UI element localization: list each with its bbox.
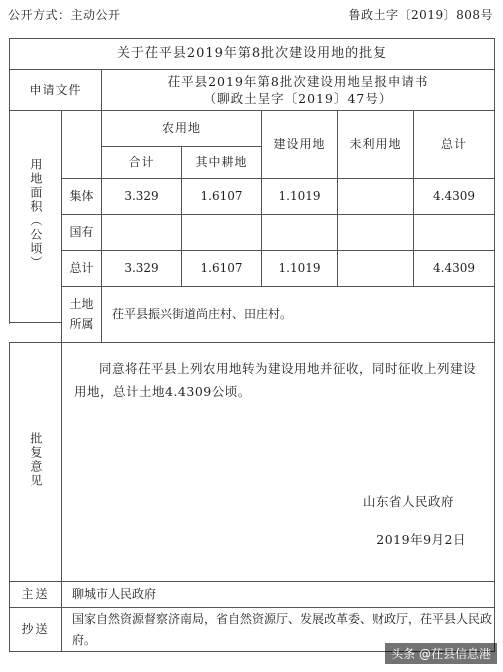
blank-header bbox=[62, 111, 102, 179]
arable-value: 1.6107 bbox=[182, 251, 262, 287]
construction-value bbox=[262, 215, 338, 251]
approving-authority: 山东省人民政府 bbox=[362, 494, 454, 509]
row-label: 集体 bbox=[62, 179, 102, 215]
area-side-label-cell bbox=[10, 111, 62, 323]
document-title: 关于茌平县2019年第8批次建设用地的批复 bbox=[10, 39, 495, 70]
unused-value bbox=[338, 215, 414, 251]
arable-value bbox=[182, 215, 262, 251]
table-row bbox=[10, 251, 495, 287]
disclosure-mode: 公开方式：主动公开 bbox=[8, 8, 121, 22]
row-label: 总计 bbox=[62, 251, 102, 287]
total-header: 总计 bbox=[414, 111, 495, 179]
ownership-label-cell bbox=[62, 287, 102, 343]
total-value: 4.4309 bbox=[414, 251, 495, 287]
approval-label: 批复意见 bbox=[28, 431, 43, 488]
table-row bbox=[10, 215, 495, 251]
application-title: 茌平县2019年第8批次建设用地呈报申请书 bbox=[167, 73, 429, 89]
unused-land-header: 未利用地 bbox=[338, 111, 414, 179]
main-recipient-value: 聊城市人民政府 bbox=[62, 582, 495, 608]
subtotal-value bbox=[102, 215, 182, 251]
ownership-value: 茌平县振兴街道尚庄村、田庄村。 bbox=[102, 287, 495, 343]
subtotal-value: 3.329 bbox=[102, 179, 182, 215]
main-recipient-label: 主送 bbox=[10, 582, 62, 608]
approval-date: 2019年9月2日 bbox=[376, 532, 466, 547]
document-number: 鲁政土字〔2019〕808号 bbox=[348, 8, 493, 22]
cc-label: 抄送 bbox=[10, 608, 62, 652]
approval-form bbox=[9, 38, 495, 652]
total-value: 4.4309 bbox=[414, 179, 495, 215]
total-value bbox=[414, 215, 495, 251]
construction-value: 1.1019 bbox=[262, 179, 338, 215]
ownership-label: 土地所属 bbox=[69, 297, 94, 331]
approval-text: 同意将茌平县上列农用地转为建设用地并征收，同时征收上列建设用地，总计土地4.4309公顷。 bbox=[74, 361, 477, 400]
application-label: 申请文件 bbox=[10, 70, 102, 111]
application-reference: （聊政土呈字〔2019〕47号） bbox=[203, 91, 393, 106]
construction-land-header: 建设用地 bbox=[262, 111, 338, 179]
construction-value: 1.1019 bbox=[262, 251, 338, 287]
unused-value bbox=[338, 251, 414, 287]
subtotal-header: 合计 bbox=[102, 147, 182, 179]
cc-value: 国家自然资源督察济南局，省自然资源厅、发展改革委、财政厅，茌平县人民政府。 bbox=[62, 608, 495, 652]
row-label: 国有 bbox=[62, 215, 102, 251]
subtotal-value: 3.329 bbox=[102, 251, 182, 287]
approval-body bbox=[62, 343, 495, 582]
agri-land-header: 农用地 bbox=[102, 111, 262, 147]
arable-header: 其中耕地 bbox=[182, 147, 262, 179]
table-row bbox=[10, 179, 495, 215]
arable-value: 1.6107 bbox=[182, 179, 262, 215]
application-document bbox=[102, 70, 495, 111]
area-side-label: 用地面积（公顷） bbox=[28, 158, 43, 271]
watermark-logo: 头条 @茌县信息港 bbox=[385, 643, 497, 664]
unused-value bbox=[338, 179, 414, 215]
approval-label-cell bbox=[10, 343, 62, 582]
